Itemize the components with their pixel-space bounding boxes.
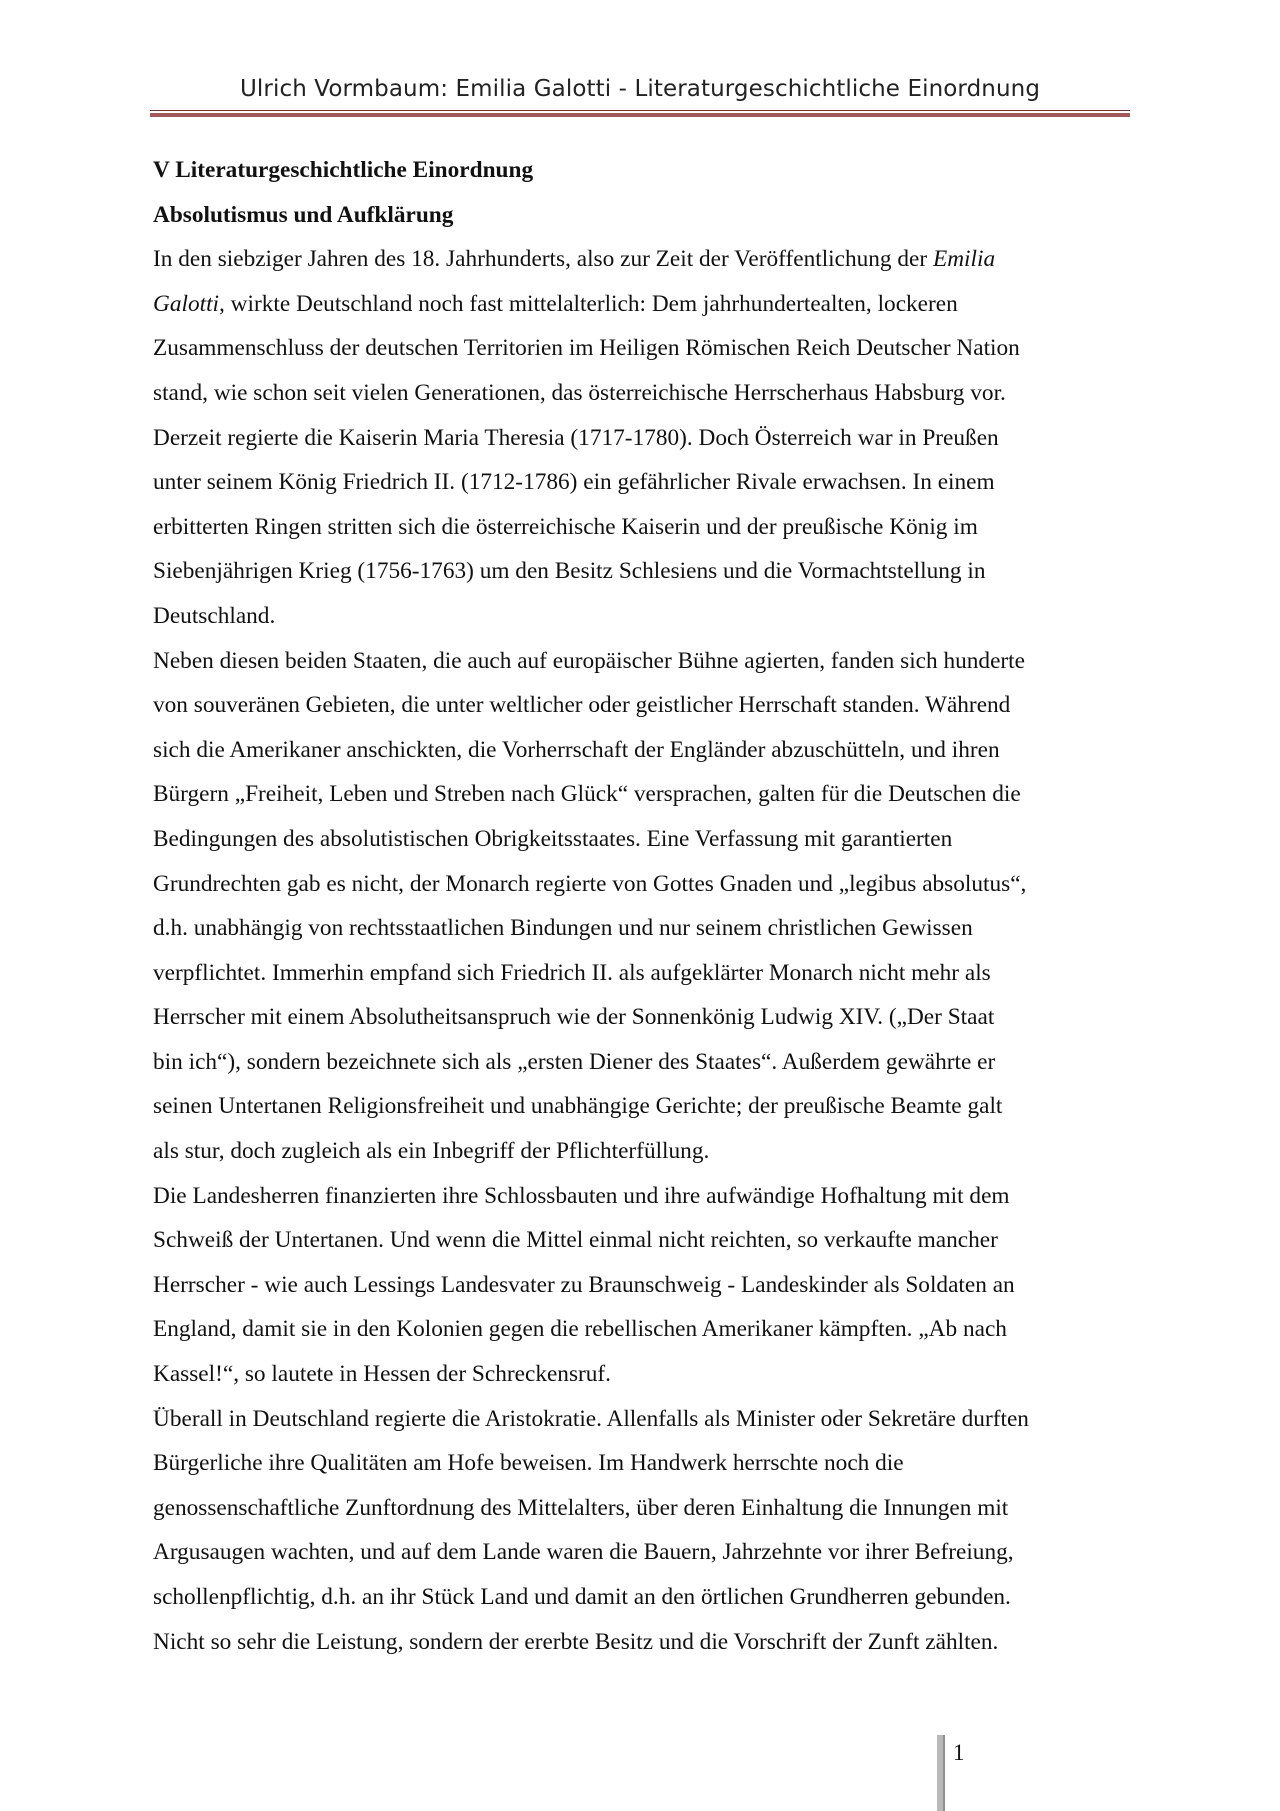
text-run: Bürgerliche ihre Qualitäten am Hofe beweisen. Im Handwerk herrschte noch die (153, 1450, 904, 1477)
text-line (153, 1352, 1143, 1397)
text-run: Bürgern „Freiheit, Leben und Streben nach Glück“ versprachen, galten für die Deutschen die (153, 781, 1021, 808)
text-line (153, 906, 1143, 951)
text-line (153, 237, 1143, 282)
text-line (153, 1307, 1143, 1352)
text-line (153, 1486, 1143, 1531)
text-line (153, 1441, 1143, 1486)
text-run: Überall in Deutschland regierte die Aristokratie. Allenfalls als Minister oder Sekretäre durften (153, 1405, 1029, 1432)
text-line (153, 505, 1143, 550)
text-run: Die Landesherren finanzierten ihre Schlossbauten und ihre aufwändige Hofhaltung mit dem (153, 1182, 1010, 1209)
text-run: erbitterten Ringen stritten sich die österreichische Kaiserin und der preußische König im (153, 513, 978, 540)
italic-title: Emilia (932, 246, 996, 273)
text-run: wirkte Deutschland noch fast mittelalterlich: Dem jahrhundertealten, lockeren (224, 290, 958, 317)
paragraph (153, 639, 1143, 1174)
text-line (153, 549, 1143, 594)
text-run: Herrscher mit einem Absolutheitsanspruch wie der Sonnenkönig Ludwig XIV. („Der Staat (153, 1004, 995, 1031)
text-line (153, 772, 1143, 817)
text-line (153, 1174, 1143, 1219)
text-run: Argusaugen wachten, und auf dem Lande waren die Bauern, Jahrzehnte vor ihrer Befreiung, (153, 1539, 1014, 1566)
text-run: sich die Amerikaner anschickten, die Vorherrschaft der Engländer abzuschütteln, und ihren (153, 736, 1000, 763)
text-line (153, 1620, 1143, 1665)
text-run: Grundrechten gab es nicht, der Monarch regierte von Gottes Gnaden und „legibus absolutus“, (153, 870, 1027, 897)
text-line (153, 1218, 1143, 1263)
text-line (153, 951, 1143, 996)
text-run: Deutschland. (153, 602, 276, 629)
text-run: Schweiß der Untertanen. Und wenn die Mittel einmal nicht reichten, so verkaufte mancher (153, 1227, 998, 1254)
text-line (153, 1397, 1143, 1442)
text-run: Kassel!“, so lautete in Hessen der Schreckensruf. (153, 1361, 612, 1388)
text-run: Bedingungen des absolutistischen Obrigkeitsstaates. Eine Verfassung mit garantierten (153, 825, 953, 852)
text-line (153, 1575, 1143, 1620)
running-header: Ulrich Vormbaum: Emilia Galotti - Literaturgeschichtliche Einordnung (239, 76, 1041, 102)
section-subheading: Absolutismus und Aufklärung (153, 201, 454, 228)
text-run: genossenschaftliche Zunftordnung des Mittelalters, über deren Einhaltung die Innungen mit (153, 1494, 1009, 1521)
text-line (153, 1263, 1143, 1308)
text-run: d.h. unabhängig von rechtsstaatlichen Bindungen und nur seinem christlichen Gewissen (153, 915, 973, 942)
text-run: seinen Untertanen Religionsfreiheit und unabhängige Gerichte; der preußische Beamte galt (153, 1093, 1003, 1120)
header-rule-thick (150, 113, 1130, 117)
text-run: bin ich“), sondern bezeichnete sich als „ersten Diener des Staates“. Außerdem gewährte er (153, 1048, 996, 1075)
text-run: unter seinem König Friedrich II. (1712-1786) ein gefährlicher Rivale erwachsen. In einem (153, 469, 995, 496)
page-number: 1 (953, 1740, 965, 1765)
italic-title: Galotti, (153, 290, 225, 317)
text-line (153, 416, 1143, 461)
text-run: England, damit sie in den Kolonien gegen die rebellischen Amerikaner kämpften. „Ab nach (153, 1316, 1007, 1343)
text-run: Zusammenschluss der deutschen Territorien im Heiligen Römischen Reich Deutscher Nation (153, 335, 1020, 362)
text-run: stand, wie schon seit vielen Generationen, das österreichische Herrscherhaus Habsburg vor. (153, 379, 1006, 406)
text-line (153, 683, 1143, 728)
text-run: von souveränen Gebieten, die unter weltlicher oder geistlicher Herrschaft standen. Während (153, 692, 1011, 719)
page-number-bar (937, 1735, 945, 1811)
text-line (153, 728, 1143, 773)
text-line (153, 639, 1143, 684)
text-run: Derzeit regierte die Kaiserin Maria Theresia (1717-1780). Doch Österreich war in Preußen (153, 424, 999, 451)
text-line (153, 282, 1143, 327)
text-line (153, 460, 1143, 505)
paragraph (153, 1174, 1143, 1397)
text-run: als stur, doch zugleich als ein Inbegriff der Pflichterfüllung. (153, 1138, 710, 1165)
text-line (153, 817, 1143, 862)
text-run: Siebenjährigen Krieg (1756-1763) um den Besitz Schlesiens und die Vormachtstellung in (153, 558, 986, 585)
paragraph (153, 1397, 1143, 1665)
text-line (153, 371, 1143, 416)
text-line (153, 862, 1143, 907)
text-run: Herrscher - wie auch Lessings Landesvater zu Braunschweig - Landeskinder als Soldaten an (153, 1271, 1015, 1298)
header-rule-thin (150, 110, 1130, 111)
text-run: verpflichtet. Immerhin empfand sich Friedrich II. als aufgeklärter Monarch nicht mehr als (153, 959, 991, 986)
text-line (153, 1040, 1143, 1085)
paragraph (153, 237, 1143, 638)
text-line (153, 1530, 1143, 1575)
text-line (153, 995, 1143, 1040)
paragraph-container (153, 237, 1143, 1664)
text-run: In den siebziger Jahren des 18. Jahrhunderts, also zur Zeit der Veröffentlichung der (153, 246, 933, 273)
text-run: schollenpflichtig, d.h. an ihr Stück Land und damit an den örtlichen Grundherren gebunden. (153, 1584, 1011, 1610)
text-run: Neben diesen beiden Staaten, die auch auf europäischer Bühne agierten, fanden sich hunderte (153, 647, 1025, 674)
section-heading: V Literaturgeschichtliche Einordnung (153, 157, 534, 183)
text-run: Nicht so sehr die Leistung, sondern der ererbte Besitz und die Vorschrift der Zunft zählten. (153, 1628, 999, 1655)
page-body (153, 148, 1143, 1664)
text-line (153, 1129, 1143, 1174)
text-line (153, 1084, 1143, 1129)
text-line (153, 594, 1143, 639)
text-line (153, 326, 1143, 371)
